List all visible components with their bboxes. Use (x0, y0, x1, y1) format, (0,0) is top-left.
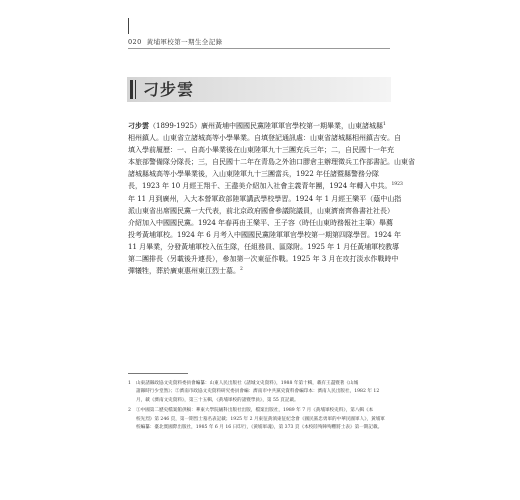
text-line (128, 265, 390, 277)
text-segment: 彈犧牲，葬於廣東惠州東江烈士墓。 (128, 267, 240, 276)
text-segment: 長，1923 年 10 月經王翔千、王盡美介紹加入社會主義青年團，1924 年轉入中共。 (128, 182, 392, 191)
entry-name-bold: 刁步雲 (128, 121, 149, 130)
page-number: 020 (128, 38, 142, 46)
header-rule (128, 48, 390, 49)
footnote (128, 407, 390, 432)
footnote-number: 1 (128, 381, 131, 386)
entry-title: 刁步雲 (143, 80, 195, 99)
footnote-number: 2 (128, 408, 131, 414)
footnote-text (136, 407, 385, 432)
banner-thick-bar (130, 80, 133, 99)
footnotes (128, 380, 390, 434)
text-segment: （1899-1925）廣州黃埔中國國民黨陸軍軍官學校第一期畢業，山東諸城縣 (149, 122, 383, 130)
footnote-line: 月，載《濟南文史資料》，第三十五輯，《黃埔軍校的諸暨學員》，第 55 頁記載。 (136, 397, 299, 403)
footnote (128, 380, 390, 405)
biography-text (128, 120, 415, 277)
text-line: 相州鎮人。山東省立諸城高等小學畢業。自填登記通訊處：山東省諸城縣相州鎮吉安。自 (128, 134, 401, 143)
text-line: 派山東省出席國民黨一大代表，前北京政府國會參議院議員，山東濟南齊魯書社社長） (128, 206, 394, 215)
text-line: 年 11 月到廣州，入大本營軍政部陸軍講武學校學習。1924 年 1 月經王樂平（蔭中山指 (128, 194, 402, 203)
running-title: 黃埔軍校第一期生全記錄 (146, 38, 223, 46)
text-line: 本旅部警備隊分隊長；三，自民國十二年在青島之外油口膠倉主辦理徵兵工作部書記。山東省 (128, 158, 415, 167)
footnote-text (136, 380, 379, 405)
text-line: 第二團排長（另載後升連長），參加第一次東征作戰。1925 年 3 月在攻打淡水作戰時中 (128, 255, 399, 264)
text-line (128, 120, 390, 132)
text-line: 介紹加入中國國民黨。1924 年春再由王樂平、王子容（時任山東時務報社主筆）舉薦 (128, 218, 394, 227)
footnote-line: 諸縣時行少堂然》；②濟南市政協文史資料研究委員會編：濟南市中共黨史資料會編印本：濟南人民出版社，1982 年 12 (136, 389, 380, 395)
footnote-line: 山東諸縣政協文史資料委員會編纂：山東人民出版社《諸城文史資料》，1988 年第十輯，載有王盡暨著《山城 (136, 381, 359, 386)
running-header (128, 37, 223, 46)
text-line: 投考黃埔軍校。1924 年 6 月考入中國國民黨陸軍軍官學校第一期第四隊學習。1924 年 (128, 230, 401, 239)
footnote-line: 校先烈》第 246 頁，第一期烈士墓名表記載；1925 年 2 月東征黃滇東征紀念會《國民黨忠勇軍的中華民國軍人》，黃埔軍 (136, 416, 385, 422)
header-vertical-rule (128, 18, 129, 34)
footnote-ref: 1 (383, 122, 386, 127)
text-line: 諸城縣城高等小學畢業後，入山東陸軍九十三團當兵，1922 年任諸暨縣警務分隊 (128, 170, 380, 179)
text-line: 填入學前履歷：一、自高小畢業後在山東陸軍九十三團充兵三年；二，自民國十一年充 (128, 146, 394, 155)
footnote-divider (128, 373, 188, 374)
text-line (128, 180, 403, 192)
footnote-ref: 2 (240, 267, 243, 273)
footnote-ref: 1923 (391, 182, 403, 188)
banner-thin-bar (135, 80, 136, 99)
text-line: 11 月畢業，分發黃埔軍校入伍生隊，任組務員、區隊附。1925 年 1 月任黃埔軍校教導 (128, 242, 400, 251)
footnote-line: ①中國第二歷史檔案館供稿：華東大學院級科出版社出版，檔案出版社，1989 年 7 月《黃埔軍校史料》，第八輯《本 (136, 408, 374, 414)
footnote-line: 校編纂：臺北實國際出版社，1985 年 6 月 16 日印行，《黃埔軍魂》，第 373 頁《本校陸殉陣殉難將士表》第一期記載。 (136, 425, 383, 431)
